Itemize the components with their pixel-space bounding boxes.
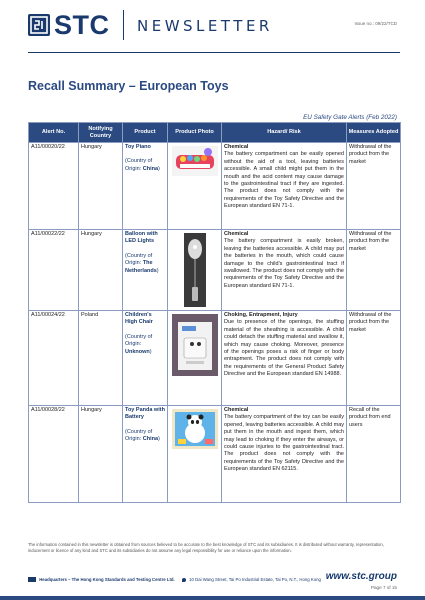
header-notifying-country: Notifying Country [79,123,123,143]
measures-adopted: Withdrawal of the product from the market [347,143,401,230]
measures-adopted: Withdrawal of the product from the market [347,311,401,406]
notifying-country: Hungary [79,143,123,230]
notifying-country: Hungary [79,406,123,503]
product-name: Children's High Chair [125,312,153,326]
product-name: Toy Panda with Battery [125,407,165,421]
location-pin-icon [182,578,186,582]
notifying-country: Hungary [79,230,123,311]
product-photo-cell [168,143,222,230]
hazard-cell [222,311,347,406]
footer-bar [0,596,425,600]
table-row [29,230,401,311]
header-product: Product [123,123,168,143]
table-row [29,406,401,503]
toy-piano-photo-icon [172,146,218,176]
hazard-description: The battery compartment is easily broken, leaving the batteries accessible. A child may put the batteries in the mouth, which could cause damage to the child's gastrointestinal tract if swallowed. The product does not comply with the requirements of the Toy Safety Directive and the European standard EN 71-1. [224,238,344,289]
disclaimer-text: The information contained in this newsletter is obtained from sources believed to be accurate to the best knowledge of STC and its subsidiaries. It is distributed without warranty, representation, inducement or licence of any kind and STC and its subsidiaries do not assume any legal responsibility for use or reliance upon the information. [28,542,384,553]
measures-adopted: Recall of the product from end users [347,406,401,503]
hazard-type: Chemical [224,407,249,413]
hazard-cell [222,406,347,503]
stc-logo-icon [28,14,50,36]
product-name: Toy Piano [125,144,151,150]
brand-name: STC [54,10,110,40]
page-header [0,0,425,52]
header-measures-adopted: Measures Adopted [347,123,401,143]
recall-table [28,122,401,503]
notifying-country: Poland [79,311,123,406]
hazard-cell [222,143,347,230]
hazard-cell [222,230,347,311]
website-link[interactable]: www.stc.group [325,571,397,582]
page-number: Page 7 of 15 [370,585,397,590]
table-row [29,143,401,230]
alert-no: A11/00024/22 [29,311,79,406]
building-icon [28,577,36,582]
headquarters-line [28,577,321,582]
product-photo-cell [168,230,222,311]
header-rule [28,52,400,53]
header-hazard-risk: Hazard/ Risk [222,123,347,143]
hazard-type: Choking, Entrapment, Injury [224,312,298,318]
product-cell [123,143,168,230]
product-photo-cell [168,406,222,503]
product-cell [123,406,168,503]
alert-no: A11/00028/22 [29,406,79,503]
newsletter-label: NEWSLETTER [137,17,273,35]
header-alert-no: Alert No. [29,123,79,143]
table-subtitle: EU Safety Gate Alerts (Feb 2022) [303,114,397,121]
page-title: Recall Summary – European Toys [28,79,229,93]
toy-panda-photo-icon [172,409,218,449]
product-cell [123,230,168,311]
table-header-row [29,123,401,143]
product-origin: (Country of Origin: Unknown) [125,333,153,355]
product-photo-cell [168,311,222,406]
measures-adopted: Withdrawal of the product from the market [347,230,401,311]
product-name: Balloon with LED Lights [125,231,158,245]
balloon-led-photo-icon [184,233,206,307]
product-origin: (Country of Origin: China) [125,428,160,443]
alert-no: A11/00022/22 [29,230,79,311]
product-origin: (Country of Origin: China) [125,158,160,172]
headquarters-address: 10 Dai Wang Street, Tai Po Industrial Estate, Tai Po, N.T., Hong Kong [189,577,321,582]
product-cell [123,311,168,406]
headquarters-label: Headquarters – The Hong Kong Standards and Testing Centre Ltd. [39,577,175,582]
hazard-description: Due to presence of the openings, the stuffing material of the sheathing is accessible. A child could detach the stuffing material and swallow it, which may cause choking. Moreover, presence of the openings poses a risk of finger or body entrapment. The product does not comply with the requirements of the General Product Safety Directive and the European standard EN 14988. [224,319,344,378]
header-product-photo: Product Photo [168,123,222,143]
header-divider [123,10,124,40]
alert-no: A11/00020/22 [29,143,79,230]
hazard-description: The battery compartment of the toy can be easily opened, leaving batteries accessible. A child may put them in the mouth and ingest them, which may lead to choking if they enter the airways, or could cause injuries to the gastrointestinal tract. The product does not comply with the requirements of the Toy Safety Directive and the European standard EN 62115. [224,414,344,473]
table-row [29,311,401,406]
high-chair-photo-icon [172,314,218,376]
hazard-type: Chemical [224,144,249,150]
hazard-type: Chemical [224,231,249,237]
product-origin: (Country of Origin: The Netherlands) [125,252,159,274]
hazard-description: The battery compartment can be easily opened without the aid of a tool, leaving batteries accessible. A small child might put them in the mouth and the acid content may cause damage to the gastrointestinal tract if they are ingested. The product does not comply with the requirements of the Toy Safety Directive and the European standard EN 71-1. [224,151,344,210]
issue-number: Issue no.: 09/22/TCD [354,21,397,26]
page-footer [0,565,425,600]
